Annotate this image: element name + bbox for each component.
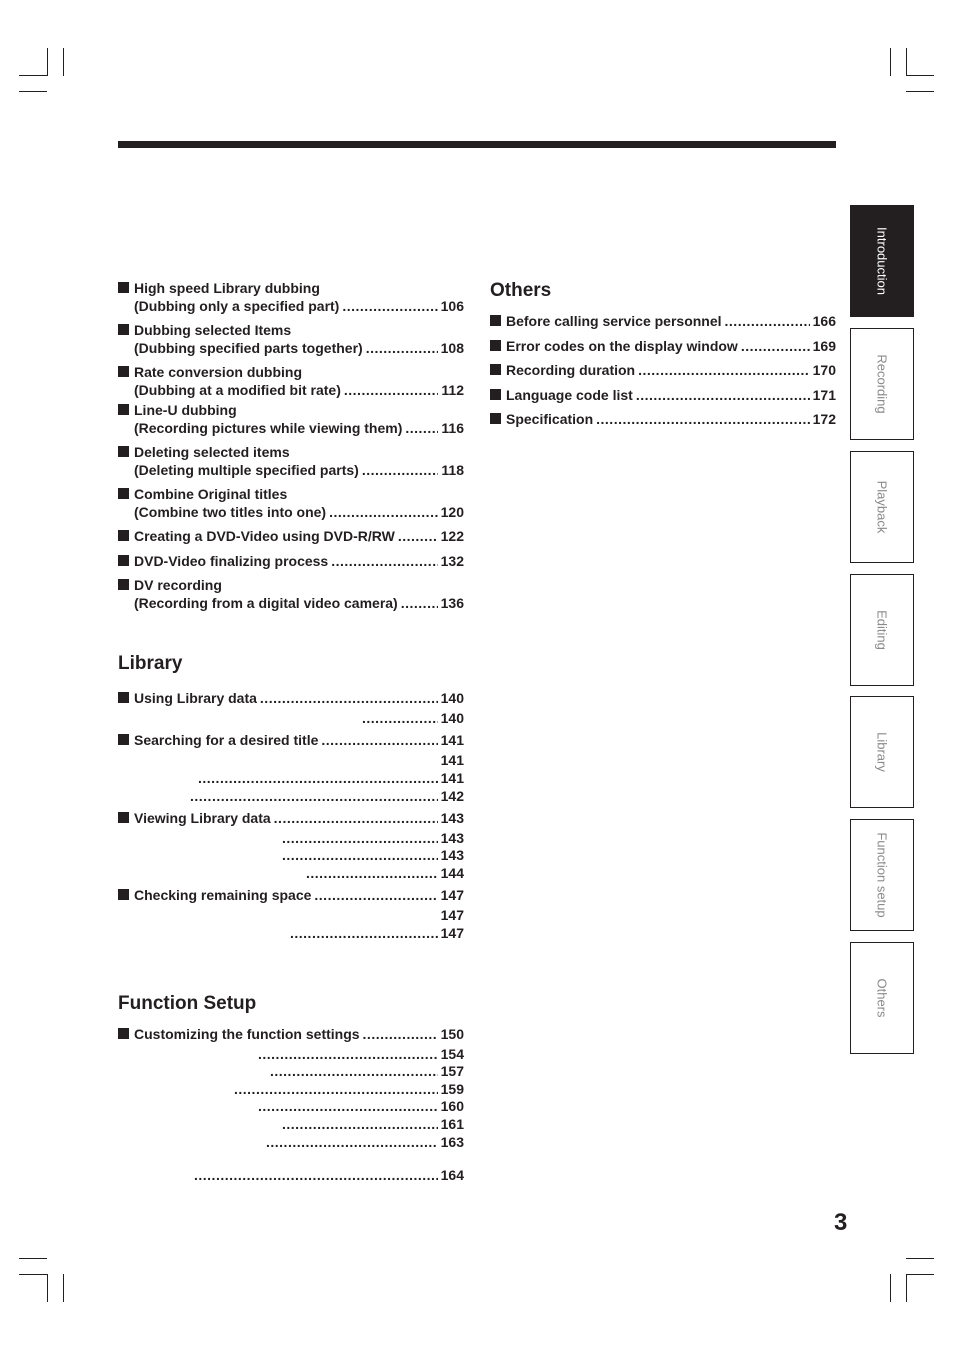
toc-subentry[interactable]: [194, 1166, 464, 1184]
dot-leader: [258, 1097, 438, 1115]
square-bullet-icon: [118, 734, 129, 745]
section-title-library: Library: [118, 653, 183, 674]
page-number: 106: [440, 298, 464, 314]
toc-subentry[interactable]: [434, 751, 464, 769]
toc-entry-title: DVD-Video finalizing process: [134, 553, 329, 569]
tab-recording[interactable]: [850, 328, 914, 440]
square-bullet-icon: [490, 315, 501, 326]
dot-leader: [401, 594, 438, 612]
square-bullet-icon: [490, 340, 501, 351]
tab-editing[interactable]: [850, 574, 914, 686]
square-bullet-icon: [118, 889, 129, 900]
dot-leader: [342, 297, 437, 315]
toc-subentry[interactable]: [258, 1045, 464, 1063]
page-number: 112: [441, 382, 464, 398]
square-bullet-icon: [118, 488, 129, 499]
toc-subentry[interactable]: [290, 924, 464, 942]
page-number: 118: [441, 462, 464, 478]
tab-function-setup[interactable]: [850, 819, 914, 931]
dot-leader: [405, 419, 438, 437]
toc-subentry[interactable]: [282, 1115, 464, 1133]
page-number: 142: [440, 788, 464, 804]
page-number: 116: [441, 420, 464, 436]
toc-subentry[interactable]: [270, 1062, 464, 1080]
page-number: 136: [440, 595, 464, 611]
page-number: 140: [440, 710, 464, 726]
toc-subentry[interactable]: [282, 846, 464, 864]
toc-entry-subtitle: (Dubbing only a specified part): [134, 298, 340, 314]
square-bullet-icon: [118, 282, 129, 293]
toc-entry-title: Using Library data: [134, 690, 257, 706]
square-bullet-icon: [118, 1028, 129, 1039]
tab-playback[interactable]: [850, 451, 914, 563]
page-number: 150: [440, 1026, 464, 1042]
dot-leader: [398, 527, 438, 545]
square-bullet-icon: [118, 530, 129, 541]
dot-leader: [321, 731, 437, 749]
page-number: 143: [440, 847, 464, 863]
header-rule: [118, 141, 836, 148]
toc-entry-subtitle: (Recording from a digital video camera): [134, 595, 398, 611]
dot-leader: [282, 846, 438, 864]
toc-entry-title: Viewing Library data: [134, 810, 271, 826]
page-number: 147: [440, 925, 464, 941]
square-bullet-icon: [118, 366, 129, 377]
dot-leader: [234, 1080, 438, 1098]
page-number: 164: [440, 1167, 464, 1183]
square-bullet-icon: [490, 389, 501, 400]
toc-subentry[interactable]: [190, 787, 464, 805]
toc-subentry[interactable]: [362, 709, 464, 727]
dot-leader: [282, 829, 438, 847]
dot-leader: [331, 552, 437, 570]
tab-others[interactable]: [850, 942, 914, 1054]
dot-leader: [329, 503, 438, 521]
dot-leader: [638, 361, 810, 379]
page-number: 169: [812, 338, 836, 354]
toc-entry-title: Dubbing selected Items: [134, 322, 292, 338]
toc-entry-title: Searching for a desired title: [134, 732, 319, 748]
toc-entry-title: Deleting selected items: [134, 444, 290, 460]
toc-subentry[interactable]: [198, 769, 464, 787]
dot-leader: [306, 864, 438, 882]
dot-leader: [290, 924, 438, 942]
dot-leader: [741, 337, 810, 355]
tab-label: Library: [874, 732, 890, 772]
toc-entry-title: Rate conversion dubbing: [134, 364, 303, 380]
page-number: 141: [440, 770, 464, 786]
toc-subentry[interactable]: [282, 829, 464, 847]
toc-entry-subtitle: (Recording pictures while viewing them): [134, 420, 403, 436]
toc-entry-title: DV recording: [134, 577, 222, 593]
page-number: 171: [812, 387, 836, 403]
section-title-others: Others: [490, 280, 552, 301]
page-number: 120: [440, 504, 464, 520]
tab-introduction[interactable]: [850, 205, 914, 317]
toc-subentry[interactable]: [306, 864, 464, 882]
square-bullet-icon: [118, 324, 129, 335]
page-number: 108: [440, 340, 464, 356]
toc-entry-title: Combine Original titles: [134, 486, 288, 502]
page-number: 147: [440, 907, 464, 923]
dot-leader: [282, 1115, 438, 1133]
tab-label: Function setup: [874, 832, 890, 918]
tab-label: Others: [874, 978, 890, 1018]
toc-entry-title: Before calling service personnel: [506, 313, 722, 329]
toc-entry-title: Error codes on the display window: [506, 338, 738, 354]
toc-subentry[interactable]: [234, 1080, 464, 1098]
toc-entry-subtitle: (Combine two titles into one): [134, 504, 327, 520]
toc-entry-title: High speed Library dubbing: [134, 280, 320, 296]
page-number-footer: 3: [834, 1209, 848, 1236]
toc-entry-title: Language code list: [506, 387, 633, 403]
dot-leader: [314, 886, 437, 904]
dot-leader: [362, 709, 438, 727]
page-number: 159: [440, 1081, 464, 1097]
dot-leader: [274, 809, 438, 827]
toc-entry-title: Checking remaining space: [134, 887, 312, 903]
square-bullet-icon: [118, 579, 129, 590]
dot-leader: [363, 1025, 438, 1043]
page-number: 161: [440, 1116, 464, 1132]
toc-subentry[interactable]: [258, 1097, 464, 1115]
section-title-function-setup: Function Setup: [118, 993, 257, 1014]
square-bullet-icon: [490, 413, 501, 424]
dot-leader: [596, 410, 810, 428]
tab-label: Playback: [874, 480, 890, 534]
square-bullet-icon: [118, 446, 129, 457]
toc-entry-title: Creating a DVD-Video using DVD-R/RW: [134, 528, 395, 544]
toc-entry-title: Recording duration: [506, 362, 636, 378]
page-number: 147: [440, 887, 464, 903]
square-bullet-icon: [118, 692, 129, 703]
dot-leader: [344, 381, 439, 399]
page-number: 163: [440, 1134, 464, 1150]
dot-leader: [266, 1133, 438, 1151]
page-number: 143: [440, 810, 464, 826]
toc-entry-subtitle: (Deleting multiple specified parts): [134, 462, 359, 478]
page-number: 122: [440, 528, 464, 544]
page-number: 157: [440, 1063, 464, 1079]
tab-label: Editing: [874, 610, 890, 650]
toc-entry-title: Customizing the function settings: [134, 1026, 360, 1042]
dot-leader: [362, 461, 439, 479]
dot-leader: [366, 339, 438, 357]
dot-leader: [194, 1166, 438, 1184]
toc-entry-title: Specification: [506, 411, 594, 427]
page-number: 140: [440, 690, 464, 706]
page-number: 154: [440, 1046, 464, 1062]
dot-leader: [270, 1062, 438, 1080]
page-number: 132: [440, 553, 464, 569]
page-number: 170: [812, 362, 836, 378]
dot-leader: [198, 769, 438, 787]
toc-subentry[interactable]: [434, 906, 464, 924]
page-number: 141: [440, 732, 464, 748]
page-number: 160: [440, 1098, 464, 1114]
square-bullet-icon: [490, 364, 501, 375]
tab-label: Introduction: [874, 227, 890, 295]
square-bullet-icon: [118, 404, 129, 415]
dot-leader: [190, 787, 438, 805]
toc-entry-subtitle: (Dubbing specified parts together): [134, 340, 363, 356]
tab-label: Recording: [874, 354, 890, 414]
page-number: 141: [440, 752, 464, 768]
page-number: 166: [812, 313, 836, 329]
dot-leader: [260, 689, 438, 707]
tab-library[interactable]: [850, 696, 914, 808]
page-number: 143: [440, 830, 464, 846]
page-number: 172: [812, 411, 836, 427]
page-number: 144: [440, 865, 464, 881]
toc-subentry[interactable]: [266, 1133, 464, 1151]
square-bullet-icon: [118, 555, 129, 566]
dot-leader: [636, 386, 810, 404]
toc-entry-subtitle: (Dubbing at a modified bit rate): [134, 382, 341, 398]
dot-leader: [258, 1045, 438, 1063]
dot-leader: [725, 312, 810, 330]
square-bullet-icon: [118, 812, 129, 823]
toc-entry-title: Line-U dubbing: [134, 402, 237, 418]
